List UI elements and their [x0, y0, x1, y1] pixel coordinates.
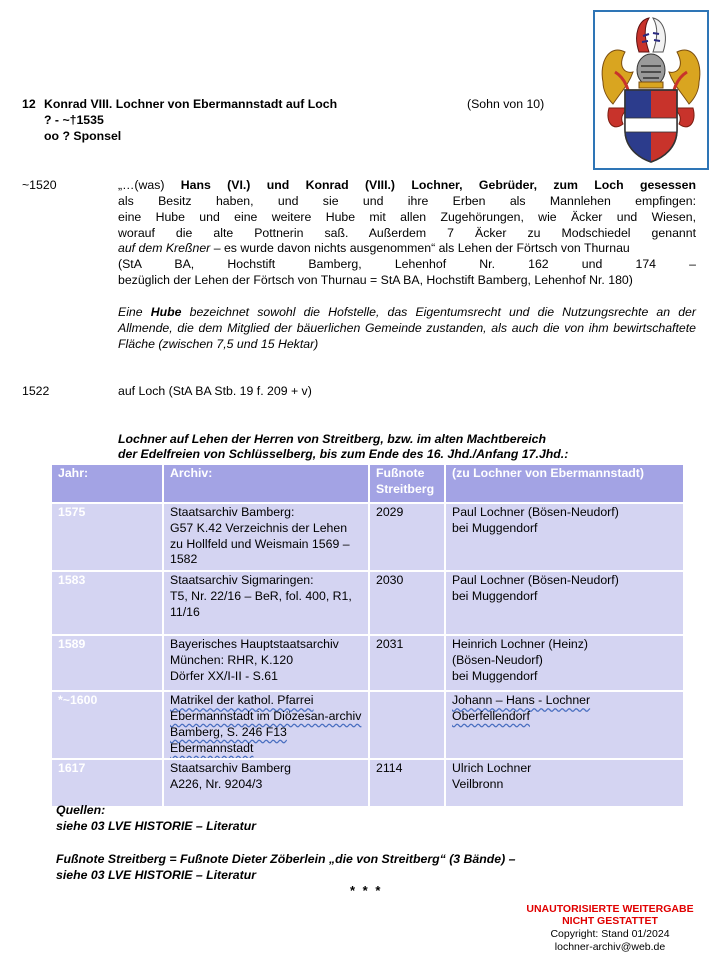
hube-rest: bezeichnet sowohl die Hofstelle, das Eigentumsrecht und die Nutzungsrechte an der Allmende, die dem Mitglied der bäuerlichen Gemeinde zustanden, als auch die von ihm bewirtschaftete Fläche (zwischen 7,5 und 15 Hektar): [118, 305, 696, 351]
cell-footnote: 2031: [369, 635, 445, 691]
cell-person: Johann – Hans - Lochner Oberfellendorf: [445, 691, 684, 759]
entry-number: 12: [22, 97, 36, 111]
cell-archive: Bayerisches Hauptstaatsarchiv München: RHR, K.120 Dörfer XX/I-II - S.61: [163, 635, 369, 691]
person-name: Konrad VIII. Lochner von Ebermannstadt auf Loch: [44, 97, 338, 111]
contact-email: lochner-archiv@web.de: [554, 941, 666, 953]
entry-1520-line-6: (StA BA, Hochstift Bamberg, Lehenhof Nr. 162 und 174 –: [118, 257, 696, 271]
cell-archive: Matrikel der kathol. Pfarrei Ebermannstadt im Diözesan-archiv Bamberg, S. 246 F13 Ebermannstadt: [163, 691, 369, 759]
cell-year: 1589: [51, 635, 163, 691]
entry-year-1520: ~1520: [22, 178, 57, 192]
cell-archive: Staatsarchiv Bamberg: G57 K.42 Verzeichnis der Lehen zu Hollfeld und Weismain 1569 – 1582: [163, 503, 369, 571]
brothers-names: Hans (VI.) und Konrad (VIII.) Lochner, Gebrüder, zum Loch gesessen: [180, 178, 696, 192]
header-year: Jahr:: [51, 464, 163, 503]
table-title-line-2: der Edelfreien von Schlüsselberg, bis zum Ende des 16. Jhd./Anfang 17.Jhd.:: [118, 447, 569, 461]
person-dates: ? - ~†1535: [44, 113, 104, 127]
table-row: [51, 571, 684, 635]
footnote-line-2: siehe 03 LVE HISTORIE – Literatur: [56, 868, 257, 882]
quote-open: „…(was): [118, 178, 181, 192]
cell-person: Paul Lochner (Bösen-Neudorf) bei Muggendorf: [445, 571, 684, 635]
entry-1520-line-5: [118, 241, 696, 257]
person-relation: (Sohn von 10): [467, 97, 545, 111]
entry-year-1522: 1522: [22, 384, 50, 398]
cell-year: *~1600: [51, 691, 163, 759]
footnote-line-1: Fußnote Streitberg = Fußnote Dieter Zöberlein „die von Streitberg“ (3 Bände) –: [56, 852, 516, 866]
hube-pre: Eine: [118, 305, 151, 319]
copyright-text: Copyright: Stand 01/2024: [550, 928, 670, 940]
hube-definition: [118, 305, 696, 352]
cell-year: 1575: [51, 503, 163, 571]
table-header-row: [51, 464, 684, 503]
cell-year: 1583: [51, 571, 163, 635]
cell-year: 1617: [51, 759, 163, 807]
table-row: [51, 503, 684, 571]
coat-of-arms-image: [593, 10, 709, 170]
coat-of-arms-icon: [595, 12, 707, 168]
entry-1520-line-2: als Besitz haben, und sie und ihre Erben als Mannlehen empfingen:: [118, 194, 696, 208]
entry-1520-line-1: [118, 178, 696, 194]
entry-1522-text: auf Loch (StA BA Stb. 19 f. 209 + v): [118, 384, 312, 398]
sources-reference: siehe 03 LVE HISTORIE – Literatur: [56, 819, 257, 833]
entry-1520-line-3: eine Hube und eine weitere Hube mit allen Zugehörungen, wie Äcker und Wiesen,: [118, 210, 696, 224]
archive-table: [50, 463, 685, 808]
warning-line-1: UNAUTORISIERTE WEITERGABE: [526, 903, 694, 915]
cell-footnote: 2029: [369, 503, 445, 571]
header-footnote: Fußnote Streitberg: [369, 464, 445, 503]
entry-1520-line-7: bezüglich der Lehen der Förtsch von Thurnau = StA BA, Hochstift Bamberg, Lehenhof Nr. 180): [118, 273, 633, 287]
header-archive: Archiv:: [163, 464, 369, 503]
entry-1520-line-4: worauf die alte Pottnerin saß. Außerdem 7 Äcker zu Modschiedel genannt: [118, 226, 696, 240]
field-name: auf dem Kreßner: [118, 241, 211, 255]
table-row: [51, 635, 684, 691]
section-separator: * * *: [350, 883, 383, 898]
cell-person: Paul Lochner (Bösen-Neudorf) bei Muggendorf: [445, 503, 684, 571]
table-row: [51, 759, 684, 807]
sources-label: Quellen:: [56, 803, 106, 817]
table-row: [51, 691, 684, 759]
person-marriage: oo ? Sponsel: [44, 129, 122, 143]
cell-person: Ulrich Lochner Veilbronn: [445, 759, 684, 807]
warning-line-2: NICHT GESTATTET: [562, 915, 658, 927]
cell-footnote: 2114: [369, 759, 445, 807]
cell-archive: Staatsarchiv Bamberg A226, Nr. 9204/3: [163, 759, 369, 807]
table-title-line-1: Lochner auf Lehen der Herren von Streitberg, bzw. im alten Machtbereich: [118, 432, 546, 446]
cell-archive: Staatsarchiv Sigmaringen: T5, Nr. 22/16 – BeR, fol. 400, R1, 11/16: [163, 571, 369, 635]
hube-term: Hube: [150, 305, 182, 319]
header-person: (zu Lochner von Ebermannstadt): [445, 464, 684, 503]
cell-footnote: [369, 691, 445, 759]
entry-1520-line-5-rest: – es wurde davon nichts ausgenommen“ als Lehen der Förtsch von Thurnau: [210, 241, 630, 255]
cell-person: Heinrich Lochner (Heinz) (Bösen-Neudorf) bei Muggendorf: [445, 635, 684, 691]
cell-footnote: 2030: [369, 571, 445, 635]
